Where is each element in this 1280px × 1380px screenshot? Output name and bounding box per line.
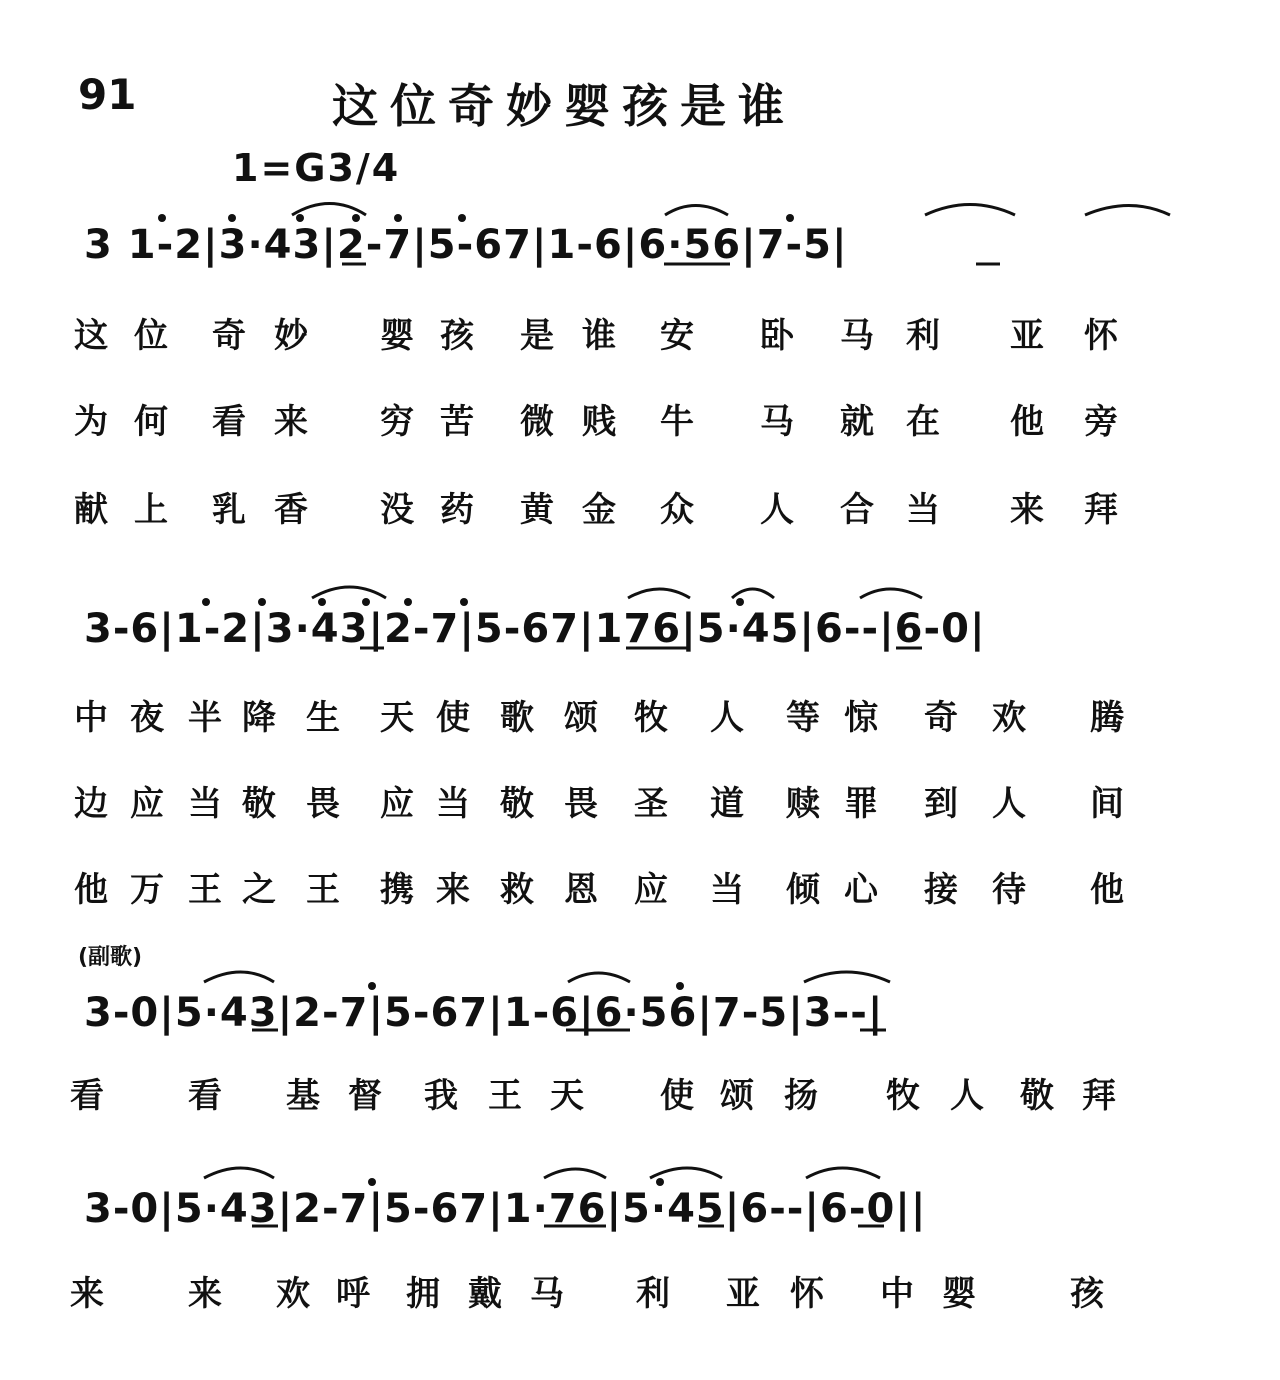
slur-mark <box>312 587 386 598</box>
lyric-char: 他 <box>1090 870 1124 910</box>
lyric-char: 微 <box>520 402 554 442</box>
lyric-char: 看 <box>70 1076 104 1116</box>
lyric-char: 奇 <box>924 698 958 738</box>
lyric-char: 看 <box>212 402 246 442</box>
lyric-char: 来 <box>274 402 308 442</box>
slur-mark <box>568 973 630 982</box>
lyric-char: 香 <box>274 490 308 530</box>
lyric-char: 赎 <box>786 784 820 824</box>
octave-dot <box>460 598 468 606</box>
octave-dot <box>362 598 370 606</box>
lyric-char: 当 <box>710 870 744 910</box>
lyric-char: 来 <box>436 870 470 910</box>
slur-mark <box>732 589 774 598</box>
lyric-char: 马 <box>840 316 874 356</box>
lyric-char: 众 <box>660 490 694 530</box>
lyric-char: 人 <box>950 1076 984 1116</box>
lyric-char: 王 <box>188 870 222 910</box>
lyric-char: 在 <box>906 402 940 442</box>
octave-dot <box>296 214 304 222</box>
lyric-char: 人 <box>710 698 744 738</box>
octave-dot <box>158 214 166 222</box>
slur-mark <box>544 1169 606 1178</box>
lyric-char: 利 <box>636 1274 670 1314</box>
lyric-char: 生 <box>306 698 340 738</box>
octave-dot <box>656 1178 664 1186</box>
lyric-char: 畏 <box>564 784 598 824</box>
key-signature: 1=G3/4 <box>232 146 401 190</box>
slur-mark <box>204 972 274 982</box>
lyric-char: 牧 <box>634 698 668 738</box>
lyric-char: 万 <box>130 870 164 910</box>
octave-dot <box>394 214 402 222</box>
lyric-char: 半 <box>188 698 222 738</box>
lyric-char: 敬 <box>500 784 534 824</box>
lyric-char: 孩 <box>1070 1274 1104 1314</box>
octave-dot <box>736 598 744 606</box>
lyric-char: 利 <box>906 316 940 356</box>
lyric-char: 颂 <box>564 698 598 738</box>
lyric-char: 颂 <box>720 1076 754 1116</box>
song-title: 这位奇妙婴孩是谁 <box>332 79 796 133</box>
lyric-char: 亚 <box>1010 316 1044 356</box>
lyric-char: 等 <box>786 698 820 738</box>
slur-mark <box>860 589 922 598</box>
lyric-char: 应 <box>380 784 414 824</box>
octave-dot <box>786 214 794 222</box>
lyric-char: 应 <box>130 784 164 824</box>
slur-mark <box>665 206 728 216</box>
lyric-char: 马 <box>760 402 794 442</box>
lyric-char: 天 <box>380 698 414 738</box>
octave-dot <box>228 214 236 222</box>
lyric-char: 药 <box>440 490 474 530</box>
lyric-char: 歌 <box>500 698 534 738</box>
lyric-char: 黄 <box>520 490 554 530</box>
lyric-char: 倾 <box>786 870 820 910</box>
lyric-char: 卧 <box>760 316 794 356</box>
lyric-char: 安 <box>660 316 694 356</box>
lyric-char: 天 <box>550 1076 584 1116</box>
lyric-char: 拜 <box>1084 490 1118 530</box>
lyric-char: 来 <box>1010 490 1044 530</box>
lyric-char: 就 <box>840 402 874 442</box>
lyric-char: 婴 <box>942 1274 976 1314</box>
lyric-char: 到 <box>924 784 958 824</box>
octave-dot <box>318 598 326 606</box>
lyric-char: 怀 <box>1084 316 1118 356</box>
lyric-char: 王 <box>488 1076 522 1116</box>
lyric-char: 苦 <box>440 402 474 442</box>
lyric-char: 督 <box>348 1076 382 1116</box>
octave-dot <box>404 598 412 606</box>
lyric-char: 婴 <box>380 316 414 356</box>
lyric-char: 牛 <box>660 402 694 442</box>
lyric-char: 拜 <box>1082 1076 1116 1116</box>
octave-dot <box>676 982 684 990</box>
octave-dot <box>458 214 466 222</box>
lyric-char: 夜 <box>130 698 164 738</box>
lyric-char: 我 <box>424 1076 458 1116</box>
lyric-char: 马 <box>530 1274 564 1314</box>
lyric-char: 怀 <box>790 1274 824 1314</box>
lyric-char: 何 <box>134 402 168 442</box>
lyric-char: 他 <box>74 870 108 910</box>
lyric-char: 之 <box>242 870 276 910</box>
lyric-char: 欢 <box>276 1274 310 1314</box>
lyric-char: 来 <box>70 1274 104 1314</box>
lyric-char: 中 <box>74 698 108 738</box>
lyric-char: 惊 <box>844 698 878 738</box>
lyric-char: 降 <box>242 698 276 738</box>
lyric-char: 人 <box>992 784 1026 824</box>
octave-dot <box>368 982 376 990</box>
octave-dot <box>202 598 210 606</box>
lyric-char: 位 <box>134 316 168 356</box>
lyric-char: 贱 <box>582 402 616 442</box>
notation-line-4: 3-0|5·43|2-7|5-67|1·76|5·45|6--|6-0|| <box>84 1186 927 1232</box>
lyric-char: 谁 <box>582 316 616 356</box>
lyric-char: 是 <box>520 316 554 356</box>
slur-mark <box>806 1168 880 1178</box>
notation-line-3: 3-0|5·43|2-7|5-67|1-6|6·56|7-5|3--| <box>84 990 884 1036</box>
lyric-char: 心 <box>844 870 878 910</box>
lyric-char: 罪 <box>844 784 878 824</box>
lyric-char: 看 <box>188 1076 222 1116</box>
lyric-char: 畏 <box>306 784 340 824</box>
lyric-char: 道 <box>710 784 744 824</box>
lyric-char: 拥 <box>406 1274 440 1314</box>
lyric-char: 当 <box>436 784 470 824</box>
lyric-char: 戴 <box>468 1274 502 1314</box>
slur-mark <box>1085 206 1170 216</box>
lyric-char: 敬 <box>242 784 276 824</box>
lyric-char: 携 <box>380 870 414 910</box>
notation-line-2: 3-6|1-2|3·43|2-7|5-67|176|5·45|6--|6-0| <box>84 606 986 652</box>
lyric-char: 接 <box>924 870 958 910</box>
slur-mark <box>804 972 890 982</box>
lyric-char: 当 <box>188 784 222 824</box>
lyric-char: 恩 <box>564 870 598 910</box>
lyric-char: 没 <box>380 490 414 530</box>
lyric-char: 使 <box>660 1076 694 1116</box>
lyric-char: 基 <box>286 1076 320 1116</box>
slur-mark <box>925 205 1015 216</box>
slur-mark <box>204 1168 274 1178</box>
slur-mark <box>650 1168 722 1178</box>
lyric-char: 孩 <box>440 316 474 356</box>
lyric-char: 边 <box>74 784 108 824</box>
slur-mark <box>628 589 690 598</box>
lyric-char: 当 <box>906 490 940 530</box>
lyric-char: 金 <box>582 490 616 530</box>
lyric-char: 人 <box>760 490 794 530</box>
lyric-char: 他 <box>1010 402 1044 442</box>
lyric-char: 呼 <box>336 1274 370 1314</box>
lyric-char: 救 <box>500 870 534 910</box>
lyric-char: 欢 <box>992 698 1026 738</box>
lyric-char: 亚 <box>726 1274 760 1314</box>
lyric-char: 上 <box>134 490 168 530</box>
lyric-char: 待 <box>992 870 1026 910</box>
lyric-char: 乳 <box>212 490 246 530</box>
lyric-char: 为 <box>74 402 108 442</box>
lyric-char: 穷 <box>380 402 414 442</box>
lyric-char: 腾 <box>1090 698 1124 738</box>
lyric-char: 牧 <box>886 1076 920 1116</box>
lyric-char: 中 <box>880 1274 914 1314</box>
section-label: (副歌) <box>78 945 143 970</box>
lyric-char: 奇 <box>212 316 246 356</box>
lyric-char: 应 <box>634 870 668 910</box>
lyric-char: 间 <box>1090 784 1124 824</box>
octave-dot <box>352 214 360 222</box>
lyric-char: 妙 <box>274 316 308 356</box>
lyric-char: 王 <box>306 870 340 910</box>
lyric-char: 使 <box>436 698 470 738</box>
octave-dot <box>368 1178 376 1186</box>
lyric-char: 合 <box>840 490 874 530</box>
lyric-char: 来 <box>188 1274 222 1314</box>
notation-line-1: 3 1-2|3·43|2-7|5-67|1-6|6·56|7-5| <box>84 222 848 268</box>
lyric-char: 敬 <box>1020 1076 1054 1116</box>
lyric-char: 献 <box>74 490 108 530</box>
octave-dot <box>258 598 266 606</box>
slur-mark <box>292 204 366 216</box>
lyric-char: 旁 <box>1084 402 1118 442</box>
lyric-char: 这 <box>74 316 108 356</box>
lyric-char: 圣 <box>634 784 668 824</box>
song-number: 91 <box>78 70 137 119</box>
lyric-char: 扬 <box>784 1076 818 1116</box>
